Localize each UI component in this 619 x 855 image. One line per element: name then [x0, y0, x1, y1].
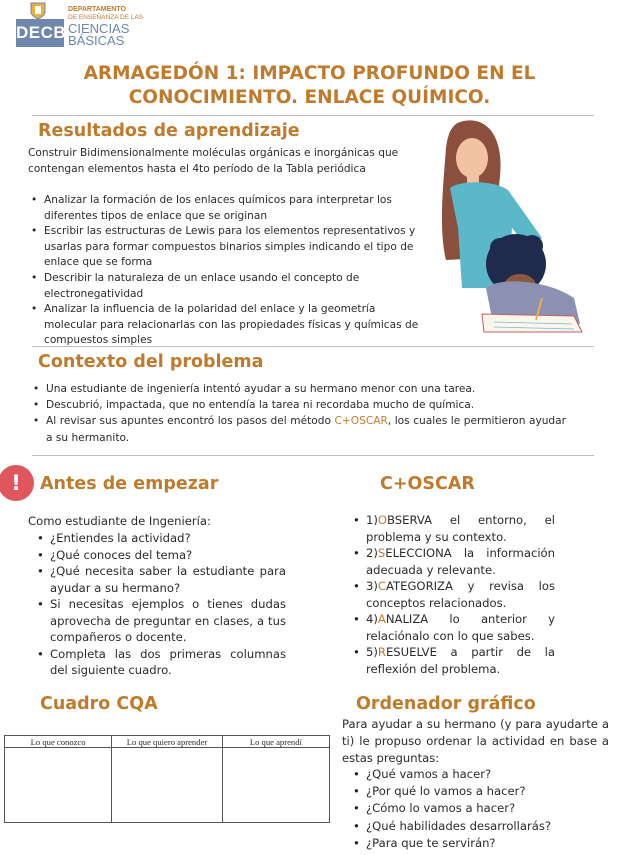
coscar-step-word: ATEGORIZA — [386, 579, 453, 593]
coscar-step — [350, 611, 555, 644]
coscar-heading: C+OSCAR — [380, 474, 475, 494]
divider — [32, 115, 594, 116]
divider — [32, 346, 594, 347]
university-crest-icon — [30, 2, 46, 20]
coscar-step-num: 3) — [366, 579, 378, 593]
coscar-step-word: NALIZA — [385, 612, 429, 626]
list-item: • Una estudiante de ingeniería intentó ayudar a su hermano menor con una tarea. — [30, 381, 566, 397]
resultados-heading: Resultados de aprendizaje — [38, 121, 300, 141]
coscar-step-num: 2) — [366, 546, 378, 560]
list-item: • ¿Entiendes la actividad? — [34, 530, 286, 547]
tutoring-illustration — [424, 118, 604, 344]
cqa-table — [4, 735, 330, 823]
resultados-intro: Construir Bidimensionalmente moléculas orgánicas e inorgánicas que contengan elementos hasta el 4to período de la Tabla periódica — [28, 147, 399, 175]
logo-name-line2: BÁSICAS — [68, 33, 125, 48]
list-item: • Si necesitas ejemplos o tienes dudas aprovecha de preguntar en clases, a tus compañeros o docente. — [34, 596, 286, 646]
list-item: • Descubrió, impactada, que no entendía la tarea ni recordaba mucho de química. — [30, 397, 566, 413]
coscar-step-rest: a partir de la reflexión del problema. — [366, 645, 555, 676]
page-title — [0, 62, 619, 110]
cqa-column-header: Lo que quiero aprender — [112, 736, 223, 748]
page-title-line2: CONOCIMIENTO. ENLACE QUÍMICO. — [128, 87, 491, 108]
coscar-step-word: ESUELVE — [385, 645, 437, 659]
list-item: • Escribir las estructuras de Lewis para los elementos representativos y usarlas para formar compuestos binarios simples indicando el tipo de enlace que se forma — [28, 224, 420, 271]
coscar-step-num: 1) — [366, 513, 378, 527]
coscar-step-word: ELECCIONA — [385, 546, 452, 560]
list-item: • Analizar la formación de los enlaces químicos para interpretar los diferentes tipos de enlace que se originan — [28, 193, 420, 224]
logo-mark: DECB — [16, 19, 64, 47]
antes-list — [34, 530, 286, 679]
coscar-step — [350, 545, 555, 578]
coscar-step-letter: O — [377, 513, 388, 527]
ordenador-intro: Para ayudar a su hermano (y para ayudarte a ti) le propuso ordenar la actividad en base a estas preguntas: — [342, 717, 609, 765]
coscar-step — [350, 578, 555, 611]
cqa-cell-aprendi[interactable] — [222, 748, 329, 823]
coscar-step-rest: y revisa los conceptos relacionados. — [366, 579, 555, 610]
resultados-list — [28, 193, 420, 349]
logo-name-line1: CIENCIAS — [68, 21, 130, 36]
coscar-step-word: BSERVA — [387, 513, 433, 527]
method-highlight: C+OSCAR — [334, 415, 388, 428]
coscar-step-letter: R — [377, 645, 386, 659]
coscar-step-letter: A — [377, 612, 386, 626]
antes-intro: Como estudiante de Ingeniería: — [28, 514, 211, 528]
cqa-heading: Cuadro CQA — [40, 694, 158, 714]
divider — [32, 455, 594, 456]
contexto-list — [30, 381, 566, 446]
coscar-step — [350, 644, 555, 677]
cqa-cell-conozco[interactable] — [5, 748, 112, 823]
list-item: • Completa las dos primeras columnas del siguiente cuadro. — [34, 646, 286, 679]
list-item: • ¿Qué conoces del tema? — [34, 547, 286, 564]
cqa-cell-quiero[interactable] — [112, 748, 223, 823]
coscar-step-rest: el entorno, el problema y su contexto. — [366, 513, 555, 544]
list-item: • ¿Qué vamos a hacer? — [350, 766, 600, 783]
coscar-step — [350, 512, 555, 545]
alert-icon — [0, 465, 34, 501]
list-item: • Describir la naturaleza de un enlace usando el concepto de electronegatividad — [28, 271, 420, 302]
coscar-list — [350, 512, 555, 677]
list-item: • ¿Qué habilidades desarrollarás? — [350, 818, 600, 835]
list-item: • ¿Por qué lo vamos a hacer? — [350, 783, 600, 800]
list-item: • Analizar la influencia de la polaridad del enlace y la geometría molecular para relacionarlas con las propiedades físicas y químicas de compuestos simples — [28, 302, 420, 349]
list-item: • ¿Cómo lo vamos a hacer? — [350, 800, 600, 817]
alert-symbol: ! — [11, 471, 21, 495]
list-item: • Al revisar sus apuntes encontró los pasos del método C+OSCAR, los cuales le permitieron ayudar a su hermanito. — [30, 413, 566, 445]
page-title-line1: ARMAGEDÓN 1: IMPACTO PROFUNDO EN EL — [83, 63, 536, 84]
coscar-step-letter: C — [377, 579, 387, 593]
cqa-column-header: Lo que conozco — [5, 736, 112, 748]
antes-heading: Antes de empezar — [40, 474, 219, 494]
coscar-step-num: 4) — [366, 612, 378, 626]
list-item: • ¿Para que te servirán? — [350, 835, 600, 852]
logo — [16, 2, 144, 48]
coscar-step-num: 5) — [366, 645, 378, 659]
coscar-step-rest: lo anterior y relaciónalo con lo que sabes. — [366, 612, 555, 643]
contexto-heading: Contexto del problema — [38, 352, 264, 372]
cqa-column-header: Lo que aprendí — [222, 736, 329, 748]
ordenador-list — [350, 766, 600, 852]
logo-dept-line2: DE ENSEÑANZA DE LAS — [68, 14, 144, 21]
logo-dept-line1: DEPARTAMENTO — [68, 6, 126, 13]
coscar-step-letter: S — [377, 546, 386, 560]
list-item: • ¿Qué necesita saber la estudiante para ayudar a su hermano? — [34, 563, 286, 596]
ordenador-heading: Ordenador gráfico — [356, 694, 536, 714]
coscar-step-rest: la información adecuada y relevante. — [366, 546, 555, 577]
